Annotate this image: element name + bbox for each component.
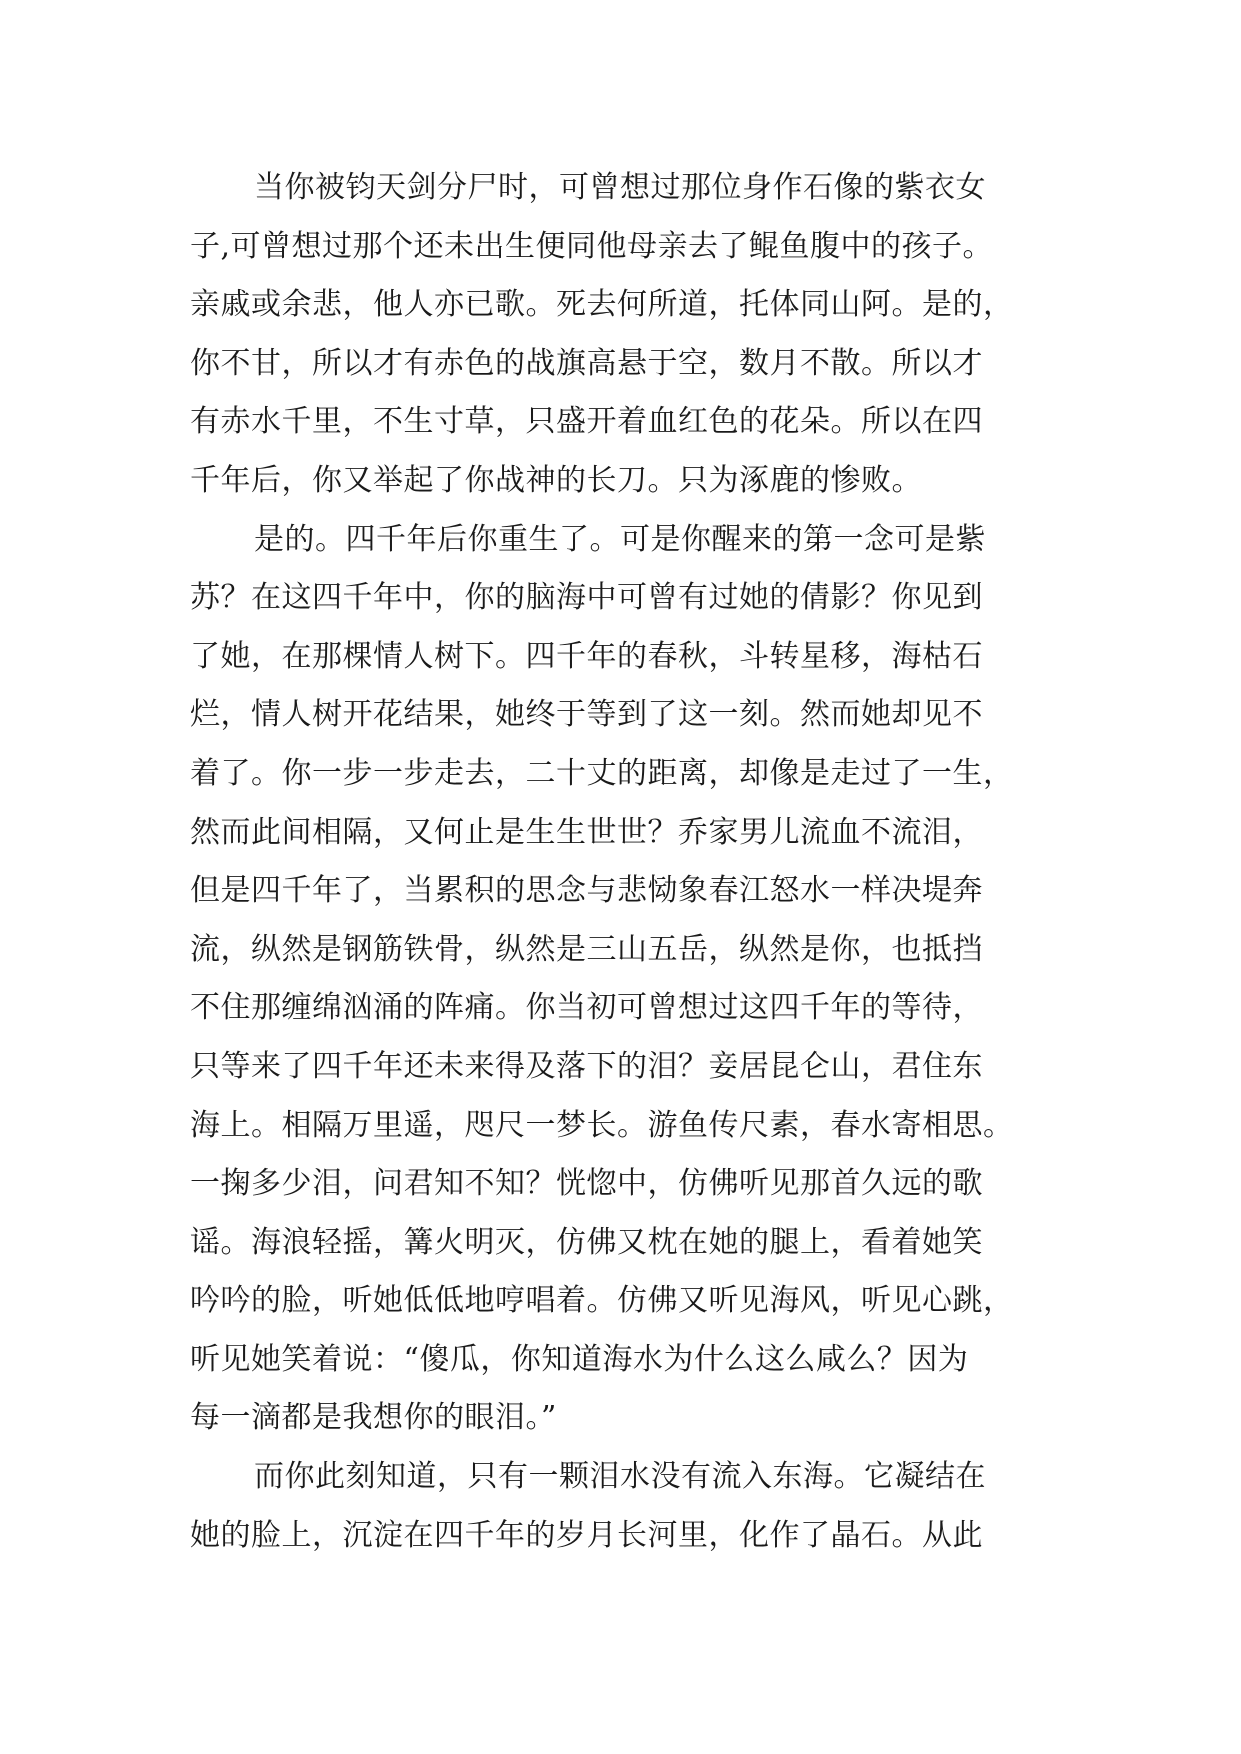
text-line: 但是四千年了，当累积的思念与悲恸象春江怒水一样决堤奔 — [190, 873, 983, 909]
text-line: 海上。相隔万里遥，咫尺一梦长。游鱼传尺素，春水寄相思。 — [190, 1107, 1014, 1143]
text-line: 吟吟的脸，听她低低地哼唱着。仿佛又听见海风，听见心跳， — [190, 1283, 1014, 1319]
text-line: 你不甘，所以才有赤色的战旗高悬于空，数月不散。所以才 — [190, 345, 983, 381]
paragraph — [190, 511, 1070, 1449]
paragraph — [190, 159, 1070, 511]
text-line: 谣。海浪轻摇，篝火明灭，仿佛又枕在她的腿上，看着她笑 — [190, 1224, 983, 1260]
text-line: 然而此间相隔，又何止是生生世世？乔家男儿流血不流泪， — [190, 814, 983, 850]
text-line: 听见她笑着说：“傻瓜，你知道海水为什么这么咸么？因为 — [190, 1341, 969, 1377]
text-line: 亲戚或余悲，他人亦已歌。死去何所道，托体同山阿。是的， — [190, 287, 1014, 323]
body-text — [190, 159, 1070, 1565]
text-line: 她的脸上，沉淀在四千年的岁月长河里，化作了晶石。从此 — [190, 1517, 983, 1553]
text-line: 着了。你一步一步走去，二十丈的距离，却像是走过了一生， — [190, 755, 1014, 791]
text-line: 流，纵然是钢筋铁骨，纵然是三山五岳，纵然是你，也抵挡 — [190, 931, 983, 967]
text-line: 当你被钧天剑分尸时，可曾想过那位身作石像的紫衣女 — [254, 170, 986, 205]
text-line: 每一滴都是我想你的眼泪。” — [190, 1400, 557, 1436]
text-line: 苏？在这四千年中，你的脑海中可曾有过她的倩影？你见到 — [190, 580, 983, 616]
text-line: 不住那缠绵汹涌的阵痛。你当初可曾想过这四千年的等待， — [190, 990, 983, 1026]
text-line: 烂，情人树开花结果，她终于等到了这一刻。然而她却见不 — [190, 697, 983, 733]
text-line: 有赤水千里，不生寸草，只盛开着血红色的花朵。所以在四 — [190, 404, 983, 440]
text-line: 了她，在那棵情人树下。四千年的春秋，斗转星移，海枯石 — [190, 638, 983, 674]
text-line: 一掬多少泪，问君知不知？恍惚中，仿佛听见那首久远的歌 — [190, 1166, 983, 1202]
paragraph — [190, 1448, 1070, 1565]
text-line: 子,可曾想过那个还未出生便同他母亲去了鲲鱼腹中的孩子。 — [190, 228, 994, 264]
text-line: 千年后，你又举起了你战神的长刀。只为涿鹿的惨败。 — [190, 462, 922, 498]
text-line: 是的。四千年后你重生了。可是你醒来的第一念可是紫 — [254, 521, 986, 557]
text-line: 而你此刻知道，只有一颗泪水没有流入东海。它凝结在 — [254, 1459, 986, 1495]
text-line: 只等来了四千年还未来得及落下的泪？妾居昆仑山，君住东 — [190, 1048, 983, 1084]
